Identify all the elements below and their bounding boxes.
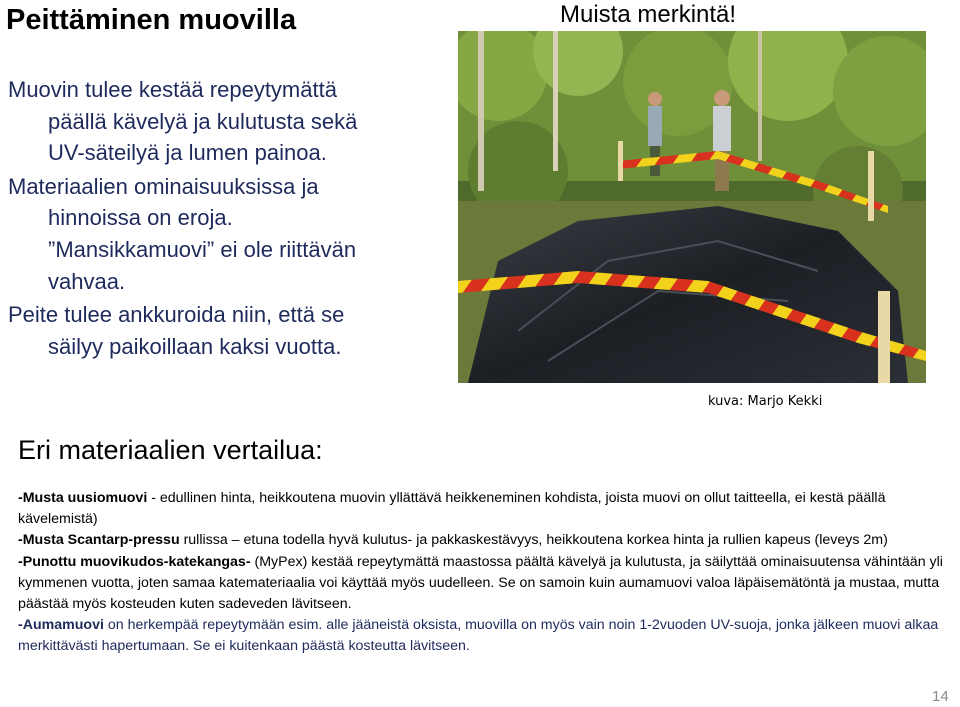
- material-name: -Aumamuovi: [18, 617, 104, 634]
- material-description: on herkempää repeytymään esim. alle jääneistä oksista, muovilla on myös vain noin 1-2vuoden UV-suoja, jonka jälkeen muovi alkaa merkittävästi hapertumaan. Se ei kuitenkaan päästä kosteutta lävitseen.: [18, 617, 939, 655]
- bullet-line: hinnoissa on eroja.: [48, 205, 233, 231]
- material-description: rullissa – etuna todella hyvä kulutus- ja pakkaskestävyys, heikkoutena korkea hinta ja rullien kapeus (leveys 2m): [179, 532, 888, 549]
- slide-title: Peittäminen muovilla: [6, 4, 297, 36]
- material-name: -Musta uusiomuovi: [18, 490, 148, 506]
- page-number: 14: [932, 688, 949, 705]
- materials-list: [18, 488, 956, 658]
- material-item: [18, 488, 956, 530]
- bullet-line: UV-säteilyä ja lumen painoa.: [48, 140, 327, 166]
- material-description: (MyPex) kestää repeytymättä maastossa päältä kävelyä ja kulutusta, ja säilyttää ominaisuutensa vähintään yli kymmenen vuotta, joten samaa katemateriaalia voi käyttää myös uudelleen. Se on samoin kuin aumamuovi valoa läpäisemätöntä ja mustaa, mutta päästää myös kosteuden kuten sadeveden lävitseen.: [18, 553, 943, 613]
- bullet-line: Peite tulee ankkuroida niin, että se: [8, 302, 345, 328]
- material-name: -Punottu muovikudos-katekangas-: [18, 553, 251, 570]
- material-name: -Musta Scantarp-pressu: [18, 532, 180, 549]
- bullet-line: säilyy paikoillaan kaksi vuotta.: [48, 333, 342, 359]
- material-item: [18, 552, 956, 616]
- bullet-item: [8, 299, 448, 362]
- bullet-line: vahvaa.: [48, 268, 126, 294]
- field-photo-illustration: [458, 31, 926, 383]
- bullet-line: Materiaalien ominaisuuksissa ja: [8, 173, 319, 199]
- bullet-item: [8, 74, 448, 169]
- bullet-line: päällä kävelyä ja kulutusta sekä: [48, 108, 358, 134]
- bullet-line: ”Mansikkamuovi” ei ole riittävän: [48, 236, 357, 262]
- bullet-item: [8, 171, 448, 297]
- field-photo: [458, 31, 926, 383]
- bullet-line: Muovin tulee kestää repeytymättä: [8, 77, 337, 102]
- comparison-heading: Eri materiaalien vertailua:: [18, 435, 323, 465]
- reminder-note: Muista merkintä!: [560, 1, 737, 28]
- material-item: [18, 615, 956, 657]
- material-item: [18, 530, 956, 551]
- material-description: - edullinen hinta, heikkoutena muovin yllättävä heikkeneminen kohdista, joista muovi on ollut taitteella, ei kestä päällä kävelemistä): [18, 490, 886, 528]
- bullet-list: [8, 74, 448, 364]
- photo-credit: kuva: Marjo Kekki: [708, 394, 823, 409]
